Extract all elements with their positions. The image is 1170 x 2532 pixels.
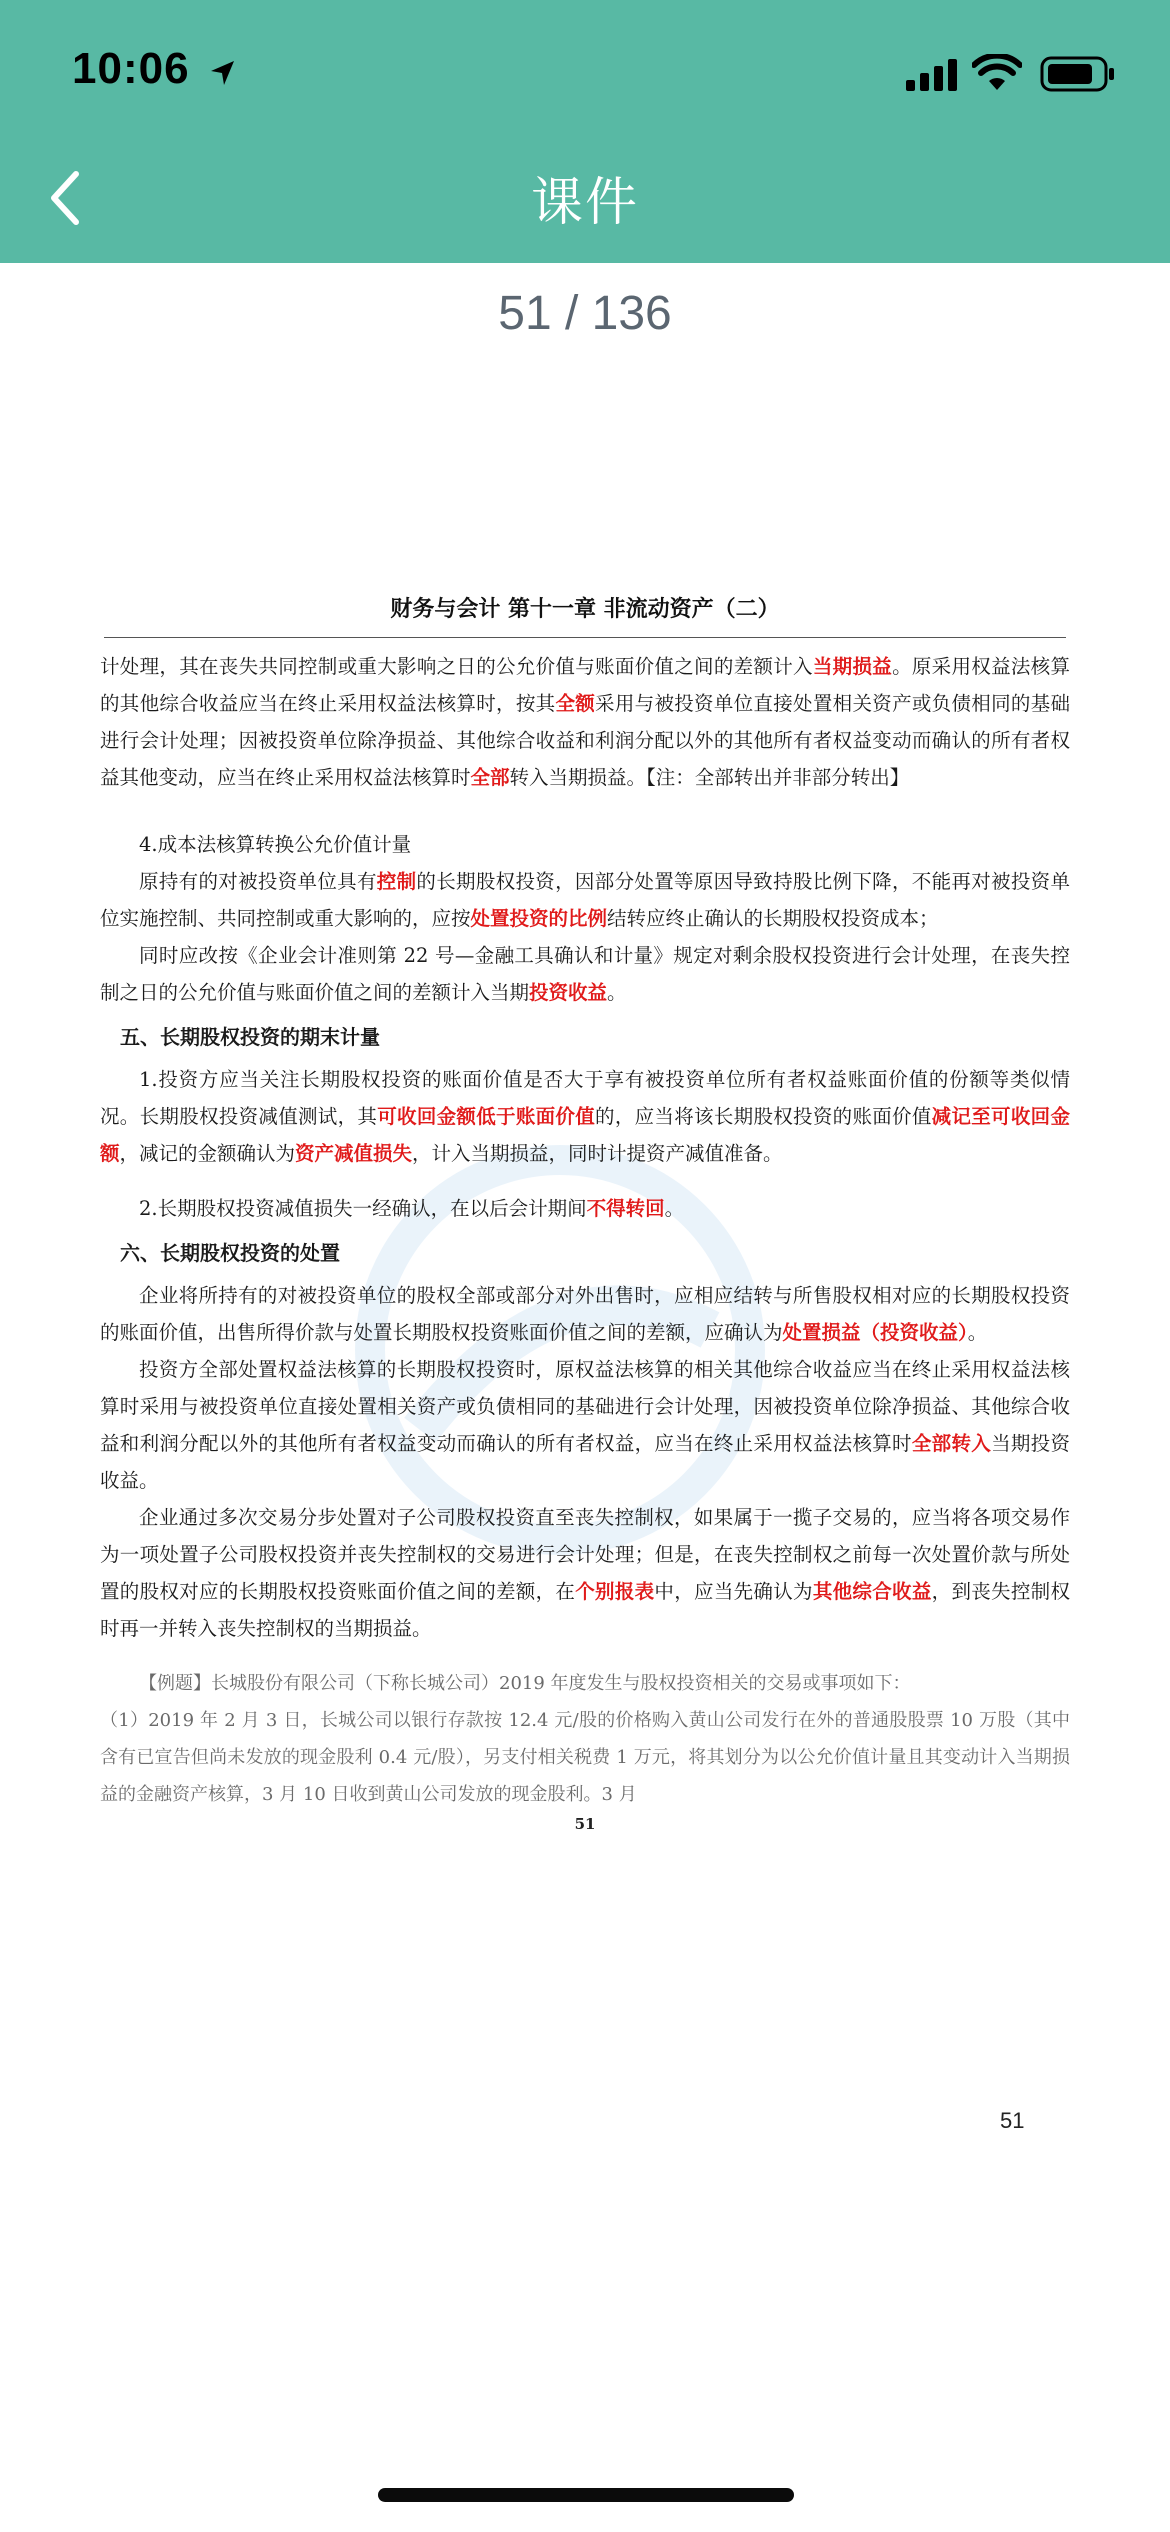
paragraph xyxy=(100,1351,1070,1499)
highlight-text: 当期损益 xyxy=(812,655,893,678)
text-run: 投资方全部处置权益法核算的长期股权投资时，原权益法核算的相关其他综合收益应当在终止采用权益法核算时采用与被投资单位直接处置相关资产或负债相同的基础进行会计处理，因被投资单位除净损益、其他综合收益和利润分配以外的其他所有者权益变动而确认的所有者权益，应当在终止采用权益法核算时 xyxy=(100,1358,1070,1455)
cellular-signal-icon xyxy=(906,58,958,92)
text-run: 原持有的对被投资单位具有 xyxy=(139,870,377,893)
paragraph xyxy=(100,648,1070,796)
document-header: 财务与会计 第十一章 非流动资产（二） xyxy=(104,592,1066,638)
example-text: 【例题】长城股份有限公司（下称长城公司）2019 年度发生与股权投资相关的交易或事项如下： xyxy=(139,1673,911,1694)
section-heading: 五、长期股权投资的期末计量 xyxy=(120,1025,380,1049)
highlight-text: 控制 xyxy=(376,870,417,893)
highlight-text: 减记至可收回金额 xyxy=(100,1105,1070,1165)
paragraph xyxy=(100,1277,1070,1351)
text-run: 。 xyxy=(967,1321,988,1344)
highlight-text: 全部 xyxy=(470,766,510,789)
example-text: （1）2019 年 2 月 3 日，长城公司以银行存款按 12.4 元/股的价格购入黄山公司发行在外的普通股股票 10 万股（其中含有已宣告但尚未发放的现金股利 0.4 元/股），另支付相关税费 1 万元，将其划分为以公允价值计量且其变动计入当期损益的金融资产核算，3 月 10 日收到黄山公司发放的现金股利。3 月 xyxy=(100,1710,1070,1805)
text-run: 结转应终止确认的长期股权投资成本； xyxy=(607,907,939,930)
text-run: 企业通过多次交易分步处置对子公司股权投资直至丧失控制权，如果属于一揽子交易的，应当将各项交易作为一项处置子公司股权投资并丧失控制权的交易进行会计处理；但是，在丧失控制权之前每一次处置价款与所处置的股权对应的长期股权投资账面价值之间的差额，在 xyxy=(100,1506,1070,1603)
text-run: 1.投资方应当关注长期股权投资的账面价值是否大于享有被投资单位所有者权益账面价值的份额等类似情况。长期股权投资减值测试，其 xyxy=(100,1068,1070,1128)
home-indicator[interactable] xyxy=(378,2488,794,2502)
paragraph xyxy=(100,937,1070,1011)
highlight-text: 处置投资的比例 xyxy=(470,907,608,930)
text-run: 的，应当将该长期股权投资的账面价值 xyxy=(595,1105,932,1128)
highlight-text: 资产减值损失 xyxy=(295,1142,413,1165)
highlight-text: 不得转回 xyxy=(586,1197,665,1220)
text-run: 中，应当先确认为 xyxy=(654,1580,813,1603)
highlight-text: 个别报表 xyxy=(575,1580,655,1603)
section-heading: 六、长期股权投资的处置 xyxy=(120,1241,340,1265)
paragraph xyxy=(100,1499,1070,1647)
page-counter: 51 / 136 xyxy=(498,287,672,340)
paragraph xyxy=(100,1061,1070,1172)
text-run: 。原采用权益法核算的其他综合收益应当在终止采用权益法核算时，按其 xyxy=(100,655,1070,715)
page-number: 51 xyxy=(1000,2108,1025,2133)
highlight-text: 其他综合收益 xyxy=(812,1580,932,1603)
text-run: 转入当期损益。【注：全部转出并非部分转出】 xyxy=(509,766,910,789)
wifi-icon xyxy=(972,54,1022,92)
text-run: ，减记的金额确认为 xyxy=(119,1142,296,1165)
highlight-text: 处置损益（投资收益） xyxy=(782,1321,968,1344)
text-run: 。 xyxy=(607,981,627,1004)
text-run: 计处理，其在丧失共同控制或重大影响之日的公允价值与账面价值之间的差额计入 xyxy=(100,655,813,678)
text-run: 同时应改按《企业会计准则第 22 号—金融工具确认和计量》规定对剩余股权投资进行会计处理，在丧失控制之日的公允价值与账面价值之间的差额计入当期 xyxy=(100,944,1070,1004)
text-run: 的长期股权投资，因部分处置等原因导致持股比例下降，不能再对被投资单位实施控制、共同控制或重大影响的，应按 xyxy=(100,870,1070,930)
status-time: 10:06 xyxy=(72,44,190,93)
highlight-text: 全部转入 xyxy=(911,1432,992,1455)
text-run: 当期投资收益。 xyxy=(100,1432,1070,1492)
text-run: 。 xyxy=(664,1197,685,1220)
battery-icon xyxy=(1040,56,1116,92)
text-run: 采用与被投资单位直接处置相关资产或负债相同的基础进行会计处理；因被投资单位除净损益、其他综合收益和利润分配以外的其他所有者权益变动而确认的所有者权益其他变动，应当在终止采用权益法核算时 xyxy=(100,692,1070,789)
text-run: ，计入当期损益，同时计提资产减值准备。 xyxy=(412,1142,783,1165)
highlight-text: 可收回金额低于账面价值 xyxy=(377,1105,596,1128)
document-page[interactable] xyxy=(100,592,1070,1833)
nav-bar xyxy=(0,0,1170,263)
paragraph xyxy=(100,1190,1070,1227)
highlight-text: 全额 xyxy=(555,692,596,715)
highlight-text: 投资收益 xyxy=(529,981,608,1004)
paragraph xyxy=(100,863,1070,937)
text-run: 企业将所持有的对被投资单位的股权全部或部分对外出售时，应相应结转与所售股权相对应的长期股权投资的账面价值，出售所得价款与处置长期股权投资账面价值之间的差额，应确认为 xyxy=(100,1284,1070,1344)
page-title: 课件 xyxy=(530,173,639,233)
subsection-title: 4.成本法核算转换公允价值计量 xyxy=(139,833,412,856)
text-run: 2.长期股权投资减值损失一经确认，在以后会计期间 xyxy=(139,1197,587,1220)
inner-page-number: 51 xyxy=(574,1815,596,1833)
text-run: ，到丧失控制权时再一并转入丧失控制权的当期损益。 xyxy=(100,1580,1070,1640)
location-arrow-icon xyxy=(208,58,238,88)
